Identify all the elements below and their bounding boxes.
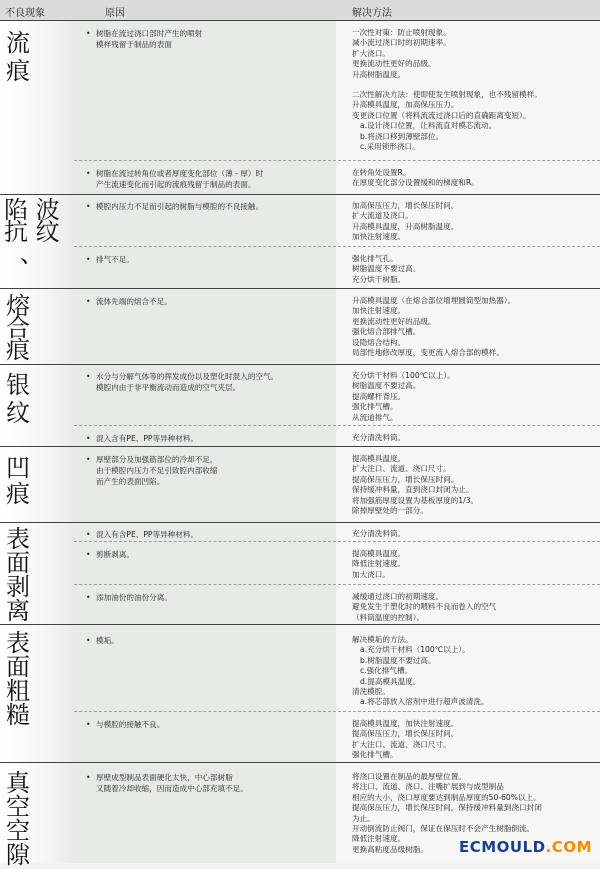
solution-line: 提高保压压力，增长保压时间。: [352, 729, 459, 739]
cause-line: 排气不足。: [96, 255, 134, 264]
defect-name: [6, 371, 30, 427]
solution-line: 从流道排气。: [352, 412, 398, 422]
defect-name-char: 剥: [6, 573, 30, 601]
row-divider: [74, 541, 600, 542]
defect-name-char: 合: [6, 314, 30, 342]
cause-line: 模腔内由于非平衡流动而造成的空气夹层。: [96, 383, 241, 392]
defect-name-char: 、: [19, 240, 44, 268]
solution-line: 升高模具温度，加高保压压力。: [352, 100, 459, 110]
defect-name-char: 纹: [6, 399, 30, 427]
solution-line: 强化排气孔。: [352, 254, 398, 263]
cause-line: 而产生的表面凹陷。: [96, 477, 165, 486]
solution-text: [352, 28, 592, 152]
solution-line: （料筒温度的控制）。: [352, 612, 425, 622]
cause-line: 产生流速变化而引起的流痕残留于制品的表面。: [96, 180, 256, 189]
solution-line: 减小流过浇口时的初期速率。: [352, 38, 451, 48]
solution-line: 更换高粘度品级树脂。: [352, 844, 428, 854]
solution-line: 强化熔合部排气槽。: [352, 327, 421, 337]
solution-line: 提高模具温度。: [352, 454, 406, 463]
solution-line: 除掉厚壁处的一部分。: [352, 506, 428, 516]
defect-name-char: 空: [6, 793, 30, 821]
solution-line: 强化排气槽。: [352, 402, 398, 412]
solution-text: [352, 168, 592, 189]
solution-text: [352, 201, 592, 243]
cause-text: • 树脂在流过浇口部时产生的喷射 模样残留于制品的表面: [96, 28, 326, 50]
cause-text: • 混入含有PE、PP等异种材料。: [96, 433, 326, 444]
solution-line: 提高模具温度，加快注射速度。: [352, 719, 459, 728]
solution-line: 变更浇口位置（将料流流过浇口后的直确距离变短）。: [352, 110, 531, 120]
solution-line: 提高螺杆背压。: [352, 391, 406, 401]
solution-line: 将浇口设置在制品的最厚壁位置。: [352, 772, 466, 781]
solution-line: 一次性对策：防止喷射现象。: [352, 28, 451, 37]
solution-line: 减缓通过浇口的初期速度。: [352, 592, 444, 601]
solution-line: [352, 80, 592, 90]
solution-line: 开动倒流防止阀门，保证在保压时不会产生树脂倒流。: [352, 824, 535, 834]
defect-name-char: 空: [6, 817, 30, 845]
solution-text: [352, 254, 592, 285]
defect-name-char: 凹: [6, 454, 30, 482]
defect-name: [6, 455, 30, 507]
solution-text: [352, 371, 592, 423]
defect-name-char: 离: [6, 597, 30, 625]
cause-text: • 混入有含PE、PP等异种材料。: [96, 529, 326, 540]
solution-line: 提高保压压力，增长保压时间，保持缓冲料量到浇口封闭: [352, 803, 542, 813]
solution-text: [352, 592, 592, 623]
solution-line: 将加强筋厚度设置为基板厚度的1/3。: [352, 495, 479, 505]
solution-line: a.设计浇口位置，让料流直对模芯流动。: [360, 121, 497, 131]
header-cause: 原因: [105, 8, 125, 19]
cause-line: 与模腔的接触不良。: [96, 720, 165, 729]
row-divider: [74, 246, 600, 247]
cause-text: • 厚壁成型制品表面硬化太快，中心部树脂 又随着冷却收缩，因而造成中心部充填不足。: [96, 772, 326, 794]
solution-line: 扩大浇口。: [352, 48, 390, 58]
solution-line: 更换流动性更好的品级。: [352, 316, 436, 326]
solution-text: [352, 772, 592, 855]
defect-name-char: 表: [6, 629, 30, 657]
solution-line: a.充分烘干材料（100℃以上）。: [360, 645, 470, 655]
cause-line: 剪断剥离。: [96, 550, 134, 559]
solution-line: 提高模具温度。: [352, 549, 406, 558]
solution-line: 加高保压压力，增长保压时间。: [352, 201, 459, 210]
watermark-main: ECMOULD: [458, 838, 546, 856]
solution-text: [352, 549, 592, 580]
cause-text: • 模腔内压力不足而引起的树脂与模腔的不良接触。: [96, 201, 326, 212]
cause-text: • 模垢。: [96, 635, 326, 646]
defect-name-char: 抗 纹: [4, 218, 60, 246]
solution-line: 设隐熔合结构。: [352, 337, 406, 347]
solution-line: 解决模垢的方法。: [352, 635, 413, 644]
solution-line: 在厚度变化部分设置缓和的梯度和R。: [352, 178, 479, 188]
watermark-suffix: .COM: [545, 838, 592, 856]
solution-line: 在转角处设置R。: [352, 168, 411, 177]
defect-name-char: 痕: [6, 336, 30, 364]
defect-name-char: 痕: [6, 480, 30, 508]
solution-line: 强化排气槽。: [352, 750, 398, 760]
solution-line: 充分烘干树脂。: [352, 274, 406, 284]
cause-text: • 流体先端的熔合不足。: [96, 296, 326, 307]
cause-line: 厚壁成型制品表面硬化太快，中心部树脂: [96, 773, 233, 782]
solution-text: [352, 454, 592, 516]
cause-line: 水分与分解气体等的挥发成份以及塑化时混入的空气。: [96, 372, 279, 381]
solution-line: 将注口、流道、浇口、注嘴扩展到与成型制品: [352, 782, 504, 792]
cause-line: 流体先端的熔合不足。: [96, 297, 172, 306]
solution-line: 扩大注口、流道、浇口尺寸。: [352, 464, 451, 474]
row-divider: [74, 711, 600, 712]
solution-line: c.强化排气槽。: [360, 666, 413, 676]
solution-line: 树脂温度不要过高。: [352, 264, 421, 274]
defect-name-char: 陷 波: [4, 196, 60, 224]
solution-text: [352, 635, 592, 708]
cause-line: 由于模腔内压力不足引致腔内部收缩: [96, 466, 218, 475]
solution-line: b.将浇口移到薄壁部位。: [360, 131, 444, 141]
solution-line: 升高模具温度（在熔合部位增埋圆筒型加热器）。: [352, 296, 516, 305]
defect-name: [6, 771, 30, 867]
solution-line: 扩大注口、流道、浇口尺寸。: [352, 739, 451, 749]
solution-line: 更换流动性更好的品级。: [352, 59, 436, 69]
cause-line: 树脂在流过浇口部时产生的喷射: [96, 29, 203, 38]
solution-line: 降低注射速度。: [352, 834, 406, 844]
solution-text: [352, 719, 592, 761]
cause-text: • 剪断剥离。: [96, 549, 326, 560]
cause-line: 模垢。: [96, 636, 119, 645]
row-divider: [74, 584, 600, 585]
solution-text: [352, 433, 592, 443]
cause-text: • 树脂在流过转角位或者厚度变化部位（薄 - 厚）时 产生流速变化而引起的流痕残留于制品的表面。: [96, 168, 326, 190]
solution-line: 加快注射速度。: [352, 232, 406, 242]
defect-name-char: 粗: [6, 677, 30, 705]
cause-line: 模样残留于制品的表面: [96, 40, 172, 49]
solution-line: 充分清洗料筒。: [352, 433, 406, 442]
solution-line: a.将芯部放入溶剂中进行超声波清洗。: [360, 697, 489, 707]
table-header: [0, 0, 600, 21]
solution-line: b.树脂温度不要过高。: [360, 655, 436, 665]
cause-text: • 添加油份的油份分离。: [96, 592, 326, 603]
solution-line: c.采用锁形浇口。: [360, 142, 420, 152]
cause-line: 又随着冷却收缩，因而造成中心部充填不足。: [96, 784, 248, 793]
solution-line: 提高保压压力，增长保压时间。: [352, 474, 459, 484]
solution-line: 扩大流道及浇口。: [352, 211, 413, 221]
defect-name-char: 糙: [6, 701, 30, 729]
solution-line: 升高模具温度，升高树脂温度。: [352, 221, 459, 231]
defect-name: [6, 292, 30, 364]
cause-line: 厚壁部分及加强筋部位的冷却不足，: [96, 455, 218, 464]
cause-line: 混入有含PE、PP等异种材料。: [96, 530, 199, 539]
defect-name-char: 银: [6, 371, 30, 399]
defect-name-char: 熔: [6, 292, 30, 320]
solution-line: 避免发生于塑化时的喂料不良而卷入的空气: [352, 602, 497, 612]
defect-name-char: 面: [6, 653, 30, 681]
cause-text: • 与模腔的接触不良。: [96, 719, 326, 730]
defect-name-char: 隙: [6, 841, 30, 869]
defect-name: [4, 196, 60, 268]
defect-name: [6, 631, 30, 727]
solution-line: 相应的大小，浇口厚度要达到制品厚度的50-60%以上。: [352, 792, 541, 802]
solution-text: [352, 296, 592, 358]
cause-line: 树脂在流过转角位或者厚度变化部位（薄 - 厚）时: [96, 169, 264, 178]
solution-line: 局部性地修改厚度，变更流入熔合部的模样。: [352, 348, 504, 358]
solution-line: d.提高模具温度。: [360, 676, 421, 686]
defect-name-char: 面: [6, 549, 30, 577]
solution-line: 升高树脂温度。: [352, 69, 406, 79]
solution-line: 为止。: [352, 813, 375, 823]
cause-line: 添加油份的油份分离。: [96, 593, 172, 602]
cause-text: • 水分与分解气体等的挥发成份以及塑化时混入的空气。 模腔内由于非平衡流动而造成的空气夹层。: [96, 371, 326, 393]
header-solution: 解决方法: [352, 8, 392, 19]
cause-line: 混入含有PE、PP等异种材料。: [96, 434, 199, 443]
row-divider: [74, 160, 600, 161]
solution-text: [352, 529, 592, 539]
row-divider: [74, 425, 600, 426]
defect-name: [6, 29, 30, 85]
header-defect: 不良现象: [5, 8, 45, 19]
solution-line: 清洗模腔。: [352, 687, 390, 697]
defect-name-char: 痕: [6, 57, 30, 85]
solution-line: 充分烘干材料（100℃以上）。: [352, 371, 455, 380]
cause-text: • 排气不足。: [96, 254, 326, 265]
defect-name-char: 表: [6, 525, 30, 553]
solution-line: 充分清洗料筒。: [352, 529, 406, 538]
defect-name-char: 真: [6, 769, 30, 797]
solution-line: 二次性解决方法：使即使发生喷射现象，也不残留模样。: [352, 90, 542, 100]
solution-line: 保持缓冲料量，直到浇口封闭为止。: [352, 485, 474, 495]
solution-line: 树脂温度不要过高。: [352, 381, 421, 391]
defect-name-char: 流: [6, 29, 30, 57]
solution-line: 加快注射速度。: [352, 306, 406, 316]
solution-line: 降低注射速度。: [352, 559, 406, 569]
defect-name: [6, 527, 30, 623]
cause-text: • 厚壁部分及加强筋部位的冷却不足， 由于模腔内压力不足引致腔内部收缩 而产生的表面凹陷。: [96, 454, 326, 487]
solution-line: 加大浇口。: [352, 569, 390, 579]
cause-line: 模腔内压力不足而引起的树脂与模腔的不良接触。: [96, 202, 264, 211]
